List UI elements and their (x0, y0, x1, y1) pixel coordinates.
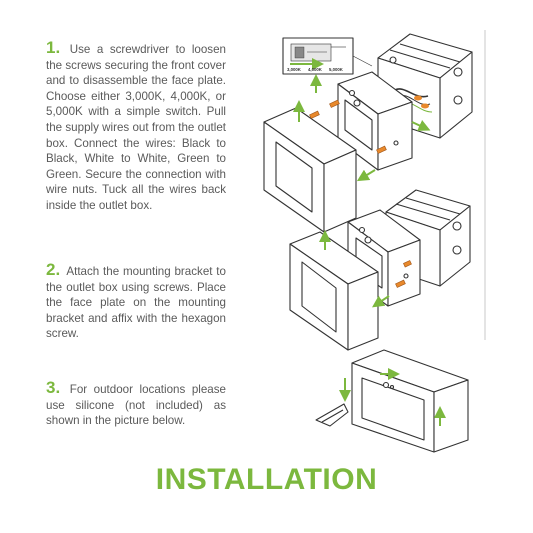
step-3-assembly (316, 350, 468, 452)
installation-title: INSTALLATION (155, 463, 378, 496)
step-2-number: 2. (46, 260, 61, 279)
step-3-number: 3. (46, 378, 61, 397)
cct-option-4000k: 4,000K (308, 67, 322, 72)
step-3-text: For outdoor locations please use silicone (not included) as shown in the picture below. (46, 383, 226, 428)
face-plate-icon (352, 350, 468, 452)
step-1-number: 1. (46, 38, 61, 57)
cct-option-3000k: 3,000K (287, 67, 301, 72)
step-2-text: Attach the mounting bracket to the outlet box using screws. Place the face plate on the mounting bracket and affix with the hexagon screw. (46, 265, 226, 341)
step-1-text: Use a screwdriver to loosen the screws securing the front cover and to disassemble the face plate. Choose either 3,000K, 4,000K, or 5,000K with a simple switch. Pull the supply wires out from the outlet box. Connect the wires: Black to Black, White to White, Green to Green. Secure the connection with wire nuts. Tuck all the wires back inside the outlet box. (46, 43, 226, 212)
cct-switch-icon (283, 38, 372, 74)
silicone-nozzle-icon (316, 404, 348, 426)
cct-option-5000k: 5,000K (329, 67, 343, 72)
